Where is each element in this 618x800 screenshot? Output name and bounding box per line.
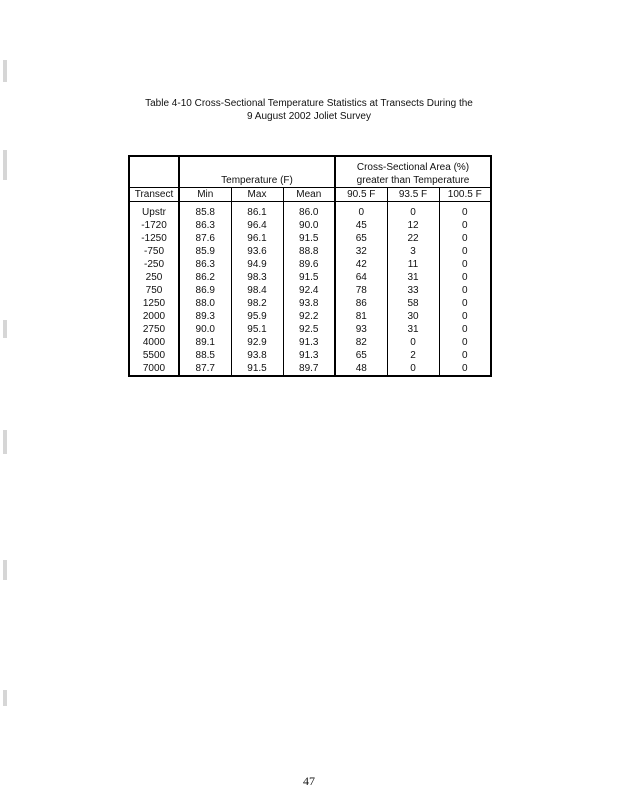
cell-mean: 90.0 [283,219,335,232]
cell-mean: 92.2 [283,310,335,323]
transect-header-blank [129,156,179,188]
table-row [129,284,491,297]
cell-area-90-5: 65 [335,349,387,362]
cell-max: 96.4 [231,219,283,232]
cell-transect: -750 [129,245,179,258]
cell-area-93-5: 31 [387,271,439,284]
cell-transect: 250 [129,271,179,284]
cell-min: 87.6 [179,232,231,245]
table-row [129,219,491,232]
cell-transect: 1250 [129,297,179,310]
cell-mean: 91.5 [283,271,335,284]
column-header-transect: Transect [129,188,179,202]
cell-area-100-5: 0 [439,323,491,336]
cell-max: 94.9 [231,258,283,271]
cell-area-90-5: 0 [335,206,387,219]
column-header-min: Min [179,188,231,202]
table-row [129,349,491,362]
cell-area-90-5: 64 [335,271,387,284]
area-group-header [335,156,491,188]
cell-transect: 2750 [129,323,179,336]
cell-max: 95.1 [231,323,283,336]
cell-min: 86.9 [179,284,231,297]
area-header-line-1: Cross-Sectional Area (%) [356,162,470,173]
table-row [129,245,491,258]
scan-edge-mark [3,60,7,82]
caption-line-1: Table 4-10 Cross-Sectional Temperature Statistics at Transects During the [145,98,473,109]
cell-min: 89.3 [179,310,231,323]
cell-area-93-5: 33 [387,284,439,297]
cell-mean: 92.4 [283,284,335,297]
cell-area-90-5: 45 [335,219,387,232]
column-header-mean: Mean [283,188,335,202]
table-row [129,297,491,310]
cell-area-100-5: 0 [439,297,491,310]
cell-min: 85.9 [179,245,231,258]
scan-edge-mark [3,690,7,706]
cell-area-93-5: 30 [387,310,439,323]
cell-area-100-5: 0 [439,310,491,323]
cell-min: 86.2 [179,271,231,284]
cell-area-93-5: 3 [387,245,439,258]
table-row [129,258,491,271]
column-header-100-5: 100.5 F [439,188,491,202]
cell-max: 93.8 [231,349,283,362]
cell-area-93-5: 22 [387,232,439,245]
table-row [129,323,491,336]
cell-max: 96.1 [231,232,283,245]
cell-area-93-5: 0 [387,206,439,219]
cell-area-100-5: 0 [439,206,491,219]
cell-area-93-5: 0 [387,336,439,349]
cell-transect: 750 [129,284,179,297]
scan-edge-mark [3,150,7,180]
table-row [129,310,491,323]
cell-max: 92.9 [231,336,283,349]
cell-area-100-5: 0 [439,232,491,245]
table-body [129,206,491,376]
area-header-line-2: greater than Temperature [356,175,470,186]
cell-max: 91.5 [231,362,283,376]
temperature-group-header: Temperature (F) [179,156,335,188]
cell-mean: 86.0 [283,206,335,219]
cell-area-90-5: 48 [335,362,387,376]
cell-area-90-5: 32 [335,245,387,258]
cell-area-100-5: 0 [439,349,491,362]
scan-edge-mark [3,560,7,580]
cell-area-100-5: 0 [439,258,491,271]
cell-area-90-5: 65 [335,232,387,245]
cell-area-93-5: 31 [387,323,439,336]
cell-area-90-5: 78 [335,284,387,297]
cell-transect: Upstr [129,206,179,219]
table-row [129,271,491,284]
cell-mean: 93.8 [283,297,335,310]
cell-mean: 88.8 [283,245,335,258]
table-caption [0,97,618,123]
cell-mean: 91.5 [283,232,335,245]
cell-mean: 89.7 [283,362,335,376]
cell-min: 90.0 [179,323,231,336]
cell-min: 86.3 [179,219,231,232]
cell-transect: 5500 [129,349,179,362]
cell-max: 98.4 [231,284,283,297]
cell-area-93-5: 58 [387,297,439,310]
table-row [129,362,491,376]
cell-max: 86.1 [231,206,283,219]
cell-min: 89.1 [179,336,231,349]
cell-mean: 89.6 [283,258,335,271]
cell-min: 88.5 [179,349,231,362]
cell-min: 85.8 [179,206,231,219]
cell-area-100-5: 0 [439,336,491,349]
cell-min: 87.7 [179,362,231,376]
cell-area-90-5: 42 [335,258,387,271]
cell-transect: -1720 [129,219,179,232]
table-row [129,336,491,349]
column-header-90-5: 90.5 F [335,188,387,202]
cell-area-90-5: 82 [335,336,387,349]
cell-area-100-5: 0 [439,271,491,284]
cell-max: 93.6 [231,245,283,258]
cell-transect: 4000 [129,336,179,349]
cell-area-100-5: 0 [439,362,491,376]
scan-edge-mark [3,430,7,454]
cell-area-100-5: 0 [439,219,491,232]
column-header-93-5: 93.5 F [387,188,439,202]
cell-area-93-5: 12 [387,219,439,232]
cell-area-100-5: 0 [439,245,491,258]
table-row [129,232,491,245]
cell-mean: 91.3 [283,336,335,349]
table-row [129,206,491,219]
cell-area-93-5: 2 [387,349,439,362]
cell-area-93-5: 11 [387,258,439,271]
cell-transect: 7000 [129,362,179,376]
cell-min: 86.3 [179,258,231,271]
cell-max: 98.3 [231,271,283,284]
cell-area-93-5: 0 [387,362,439,376]
cell-transect: -1250 [129,232,179,245]
temperature-statistics-table [128,155,492,377]
cell-area-90-5: 86 [335,297,387,310]
cell-max: 95.9 [231,310,283,323]
cell-mean: 91.3 [283,349,335,362]
cell-transect: 2000 [129,310,179,323]
cell-area-90-5: 81 [335,310,387,323]
cell-transect: -250 [129,258,179,271]
page-number: 47 [303,774,315,788]
column-header-max: Max [231,188,283,202]
cell-area-100-5: 0 [439,284,491,297]
cell-min: 88.0 [179,297,231,310]
scan-edge-mark [3,320,7,338]
caption-line-2: 9 August 2002 Joliet Survey [247,111,371,122]
cell-area-90-5: 93 [335,323,387,336]
cell-max: 98.2 [231,297,283,310]
cell-mean: 92.5 [283,323,335,336]
